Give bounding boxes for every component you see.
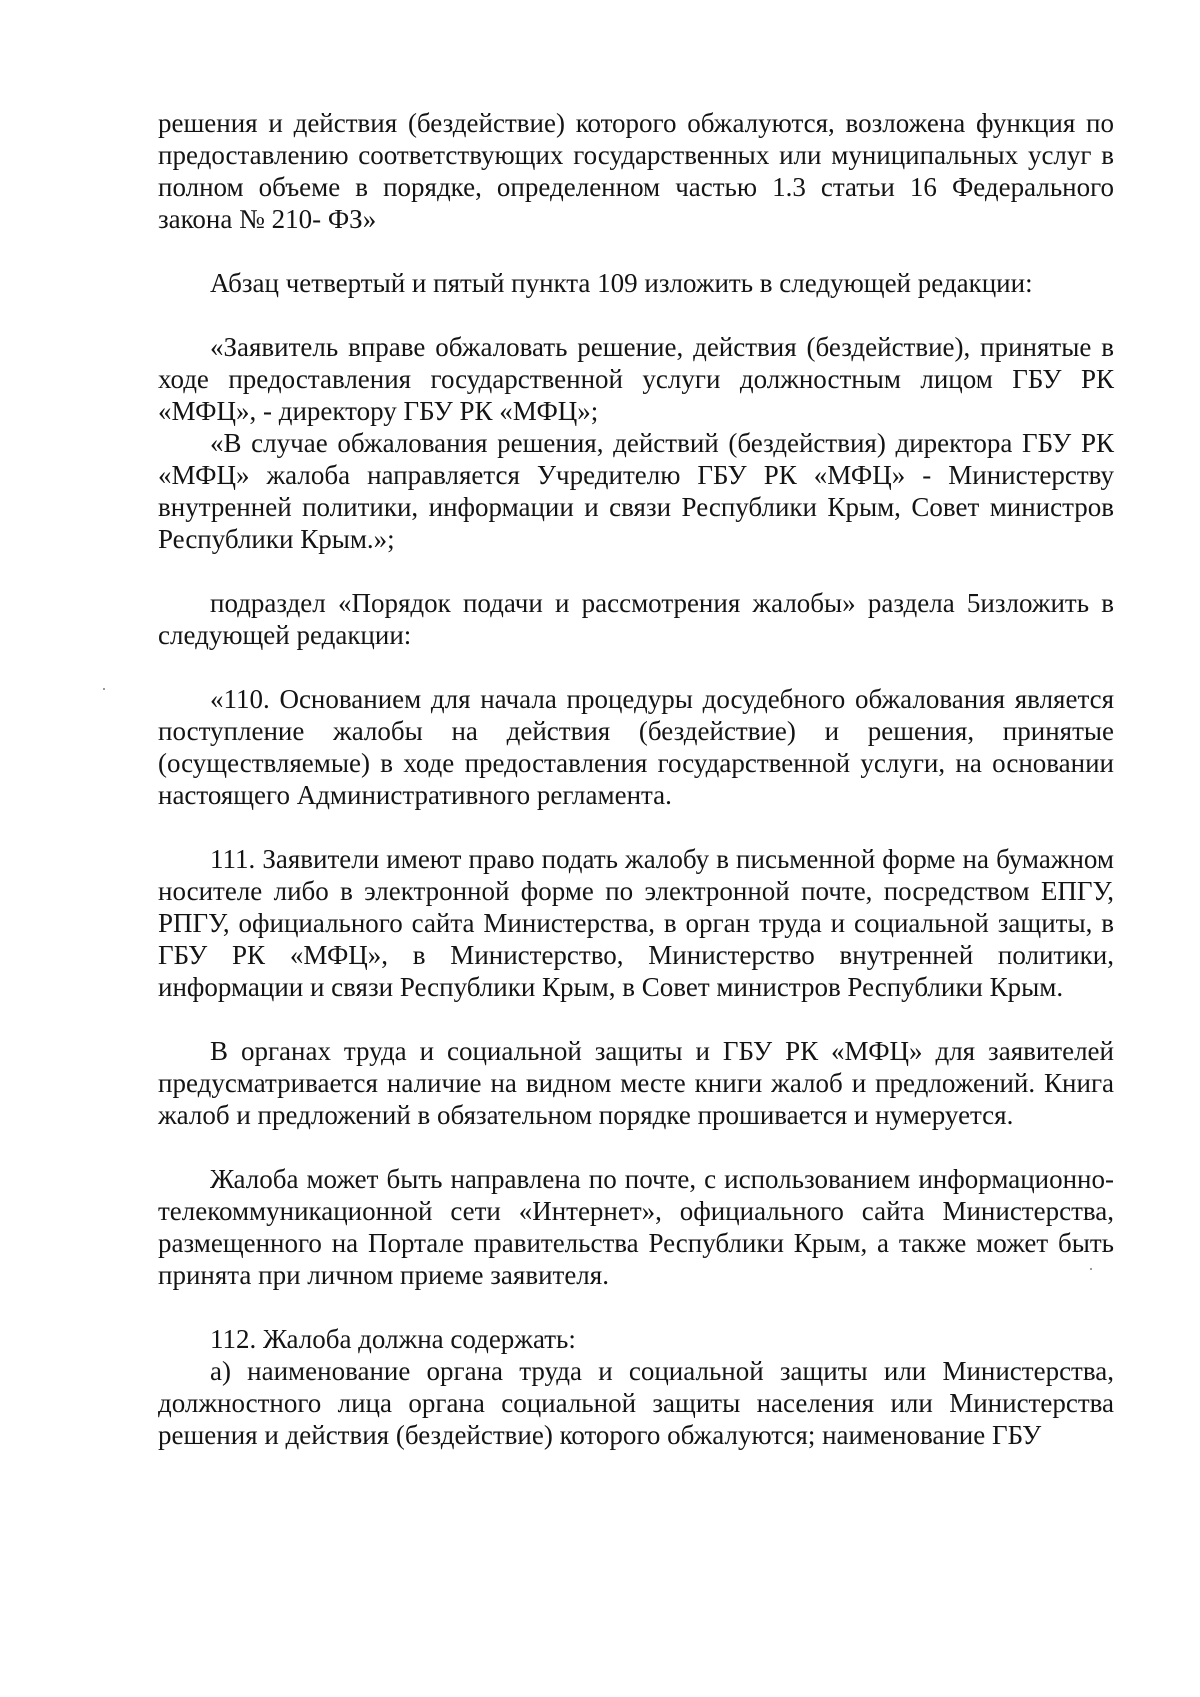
paragraph-subsection-procedure: подраздел «Порядок подачи и рассмотрения жалобы» раздела 5изложить в следующей редакции: <box>158 588 1114 650</box>
document-body <box>158 107 1114 1451</box>
scan-speck <box>103 688 105 690</box>
paragraph-item-110: «110. Основанием для начала процедуры досудебного обжалования является поступление жалобы на действия (бездействие) и решения, принятые (осуществляемые) в ходе предоставления государственной услуги, на основании настоящего Административного регламента. <box>158 684 1114 810</box>
paragraph-item-111: 111. Заявители имеют право подать жалобу в письменной форме на бумажном носителе либо в электронной форме по электронной почте, посредством ЕПГУ, РПГУ, официального сайта Министерства, в орган труда и социальной защиты, в ГБУ РК «МФЦ», в Министерство, Министерство внутренней политики, информации и связи Республики Крым, в Совет министров Республики Крым. <box>158 844 1114 1002</box>
paragraph-item-112-a: а) наименование органа труда и социальной защиты или Министерства, должностного лица органа социальной защиты населения или Министерства решения и действия (бездействие) которого обжалуются; наименование ГБУ <box>158 1356 1114 1450</box>
paragraph-complaint-channels: Жалоба может быть направлена по почте, с использованием информационно-телекоммуникационной сети «Интернет», официального сайта Министерства, размещенного на Портале правительства Республики Крым, а также может быть принята при личном приеме заявителя. <box>158 1164 1114 1290</box>
paragraph-director-appeal: «В случае обжалования решения, действий (бездействия) директора ГБУ РК «МФЦ» жалоба направляется Учредителю ГБУ РК «МФЦ» - Министерству внутренней политики, информации и связи Республики Крым, Совет министров Республики Крым.»; <box>158 428 1114 554</box>
scan-speck <box>1090 1268 1092 1270</box>
paragraph-applicant-right: «Заявитель вправе обжаловать решение, действия (бездействие), принятые в ходе предоставления государственной услуги должностным лицом ГБУ РК «МФЦ», - директору ГБУ РК «МФЦ»; <box>158 332 1114 426</box>
paragraph-continuation: решения и действия (бездействие) которого обжалуются, возложена функция по предоставлению соответствующих государственных или муниципальных услуг в полном объеме в порядке, определенном частью 1.3 статьи 16 Федерального закона № 210- ФЗ» <box>158 108 1114 234</box>
paragraph-item-112: 112. Жалоба должна содержать: <box>210 1324 576 1354</box>
paragraph-complaint-book: В органах труда и социальной защиты и ГБУ РК «МФЦ» для заявителей предусматривается наличие на видном месте книги жалоб и предложений. Книга жалоб и предложений в обязательном порядке прошивается и нумеруется. <box>158 1036 1114 1130</box>
paragraph-amendment-109: Абзац четвертый и пятый пункта 109 изложить в следующей редакции: <box>210 268 1033 298</box>
